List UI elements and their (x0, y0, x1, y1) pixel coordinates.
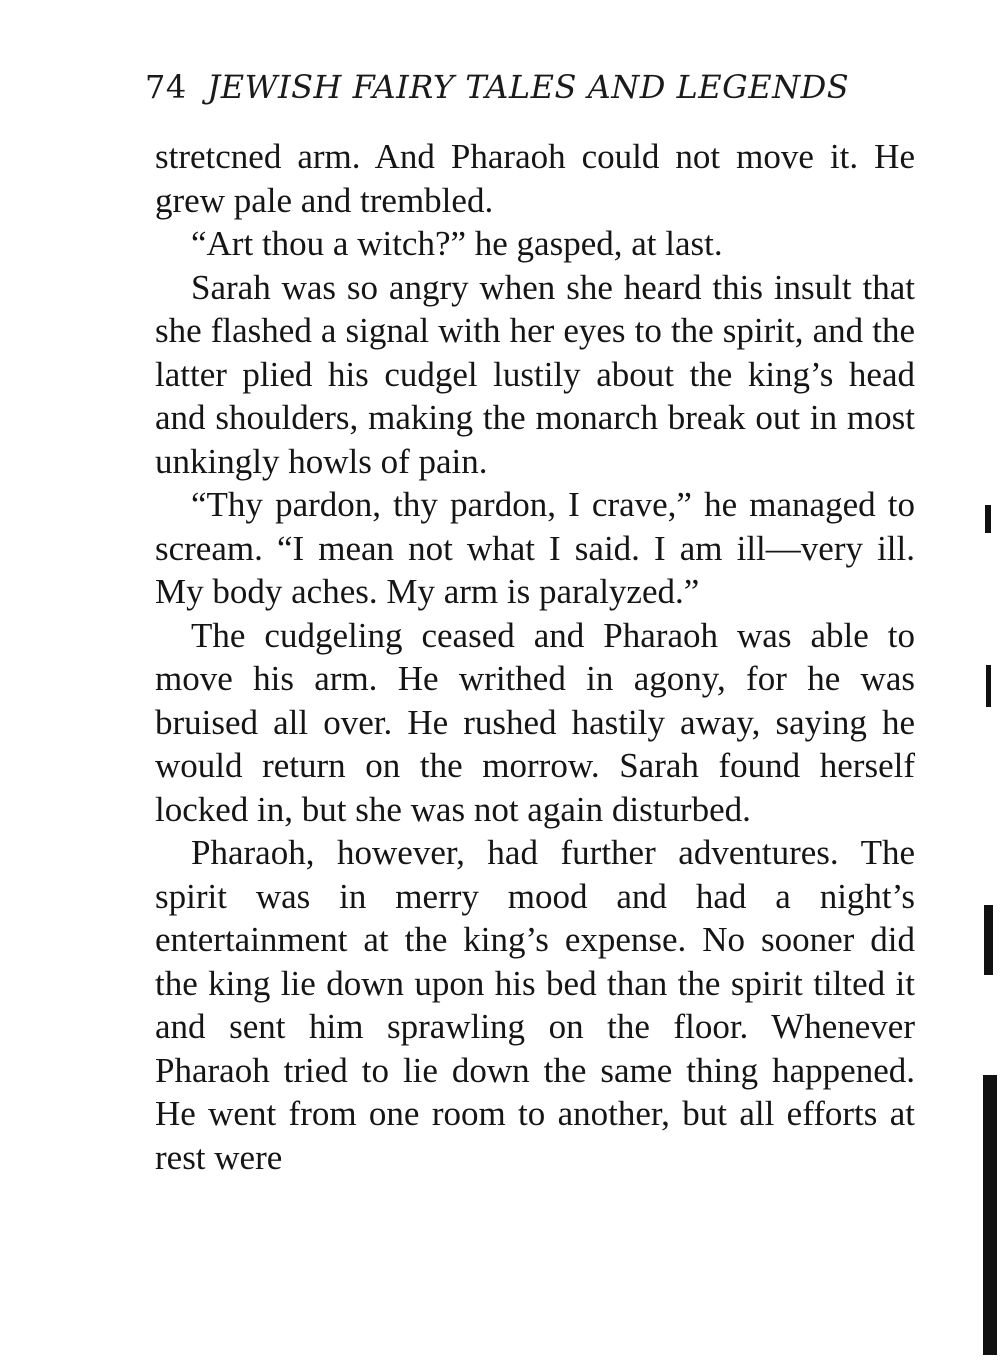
paragraph-6: Pharaoh, however, had further adventures. The spirit was in merry mood and had a night’s entertainment at the king’s expense. No sooner did the king lie down upon his bed than the spirit tilted it and sent him sprawling on the floor. Whenever Pharaoh tried to lie down the same thing happened. He went from one room to another, but all efforts at rest were (155, 833, 915, 1177)
paragraph-3: Sarah was so angry when she heard this insult that she flashed a signal with her eyes to the spirit, and the latter plied his cudgel lustily about the king’s head and shoulders, making the monarch break out in most unkingly howls of pain. (155, 267, 915, 481)
running-title: JEWISH FAIRY TALES AND LEGENDS (207, 68, 850, 106)
scan-edge-mark (984, 905, 993, 975)
page-number: 74 (145, 68, 187, 106)
paragraph-2: “Art thou a witch?” he gasped, at last. (191, 224, 723, 263)
body-text (155, 135, 915, 1179)
scan-edge-mark (983, 1075, 997, 1355)
paragraph-4: “Thy pardon, thy pardon, I crave,” he managed to scream. “I mean not what I said. I am ill—very ill. My body aches. My arm is paralyzed.” (155, 485, 915, 611)
running-header (145, 68, 905, 106)
scan-edge-mark (985, 505, 991, 533)
paragraph-1: stretcned arm. And Pharaoh could not move it. He grew pale and trembled. (155, 137, 915, 220)
scan-edge-mark (986, 665, 991, 707)
paragraph-5: The cudgeling ceased and Pharaoh was able to move his arm. He writhed in agony, for he was bruised all over. He rushed hastily away, saying he would return on the morrow. Sarah found herself locked in, but she was not again disturbed. (155, 615, 915, 829)
